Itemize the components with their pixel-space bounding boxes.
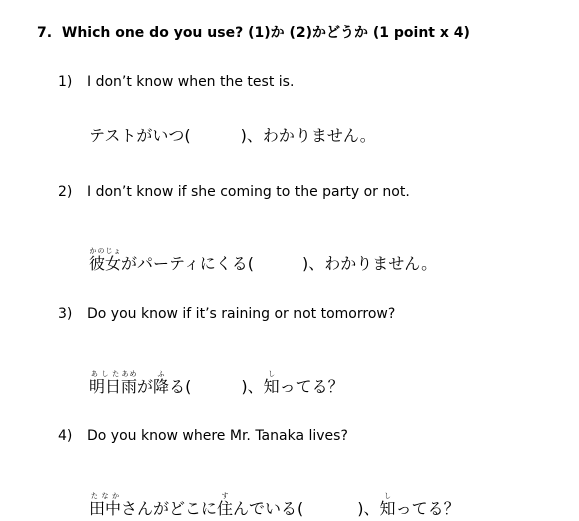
- question-3-japanese: 明日あした雨あめが降ふる( )、知しってる？: [89, 370, 344, 396]
- question-1-jp-before: テストがいつ(: [89, 126, 191, 145]
- question-2-kanji-kanojo: 彼女かのじょ: [89, 247, 122, 273]
- question-1-number: 1): [58, 74, 73, 90]
- question-3-kanji-ashita: 明日あした: [89, 370, 122, 396]
- exercise-number: 7.: [37, 25, 53, 41]
- question-2-english: I don’t know if she coming to the party or not.: [87, 184, 410, 200]
- question-4-english: Do you know where Mr. Tanaka lives?: [87, 428, 348, 444]
- question-3-kanji-ame: 雨あめ: [121, 370, 138, 396]
- question-4-kanji-tanaka: 田中たなか: [89, 492, 122, 518]
- question-2-jp-before: がパーティにくる(: [121, 254, 254, 273]
- question-3-kanji-shiru: 知し: [263, 370, 280, 396]
- question-4-kanji-sumu: 住す: [217, 492, 234, 518]
- question-2-japanese: [89, 247, 437, 272]
- question-2-number: 2): [58, 184, 73, 200]
- question-1-japanese: [89, 128, 376, 144]
- question-2-jp-after: )、わかりません。: [301, 254, 438, 273]
- question-4-number: 4): [58, 428, 73, 444]
- question-1-jp-after: )、わかりません。: [240, 126, 376, 145]
- question-4-kanji-shiru: 知し: [379, 492, 396, 518]
- question-3-english: Do you know if it’s raining or not tomorrow?: [87, 306, 396, 322]
- question-3-kanji-furu: 降ふ: [153, 370, 170, 396]
- exercise-instruction: Which one do you use? (1)か (2)かどうか (1 point x 4): [61, 25, 470, 41]
- exercise-title: [37, 22, 470, 42]
- question-1-english: I don’t know when the test is.: [87, 74, 295, 90]
- question-4-japanese: 田中たなかさんがどこに住すんでいる( )、知しってる？: [89, 492, 460, 518]
- question-3-number: 3): [58, 306, 73, 322]
